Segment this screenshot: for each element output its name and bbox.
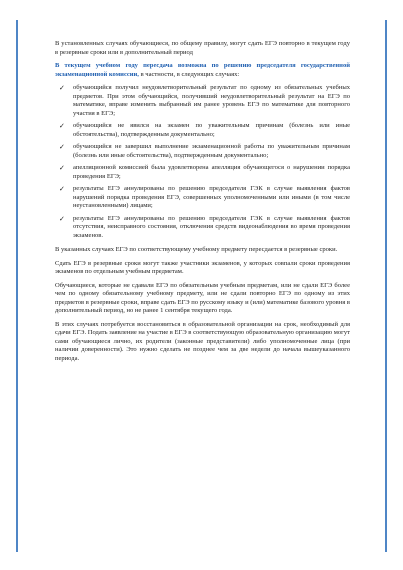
- checkmark-icon: ✓: [59, 214, 65, 223]
- checkmark-icon: ✓: [59, 122, 65, 130]
- paragraph-application: В этих случаях потребуется восстановиться в образовательной организации на срок, необходимый для сдачи ЕГЭ. Подать заявление на участие в ЕГЭ в соответствующую образовательную организацию могут сами обучающиеся лично, их родители (законные представители) либо уполномоченные лица (при наличии доверенности). Это нужно сделать не позднее чем за две недели до начала вышеуказанного периода.: [55, 320, 350, 362]
- checkmark-icon: ✓: [59, 164, 65, 172]
- paragraph-overlapping-exams: Сдать ЕГЭ в резервные сроки могут также участники экзаменов, у которых совпали сроки проведения экзаменов по отдельным учебным предметам.: [55, 259, 350, 275]
- list-item-text: обучающийся не явился на экзамен по уважительным причинам (болезнь или иные обстоятельства), подтвержденным документально;: [73, 122, 350, 138]
- checkmark-icon: ✓: [59, 185, 65, 193]
- checkmark-icon: ✓: [59, 84, 65, 92]
- list-item: [55, 164, 350, 181]
- checkmark-icon: ✓: [59, 143, 65, 151]
- list-item-text: апелляционной комиссией была удовлетворена апелляция обучающегося о нарушении порядка проведения ЕГЭ;: [73, 164, 350, 180]
- list-item: [55, 84, 350, 118]
- list-item: [55, 143, 350, 160]
- document-body: [55, 40, 350, 368]
- list-item: [55, 122, 350, 139]
- highlighted-statement: В текущем учебном году пересдача возможна по решению председателя государственной экзаменационной комиссии,: [55, 62, 350, 78]
- list-item-text: обучающийся получил неудовлетворительный результат по одному из обязательных учебных предметов. При этом обучающийся, получивший неудовлетворительный результат на ЕГЭ по математике, вправе изменить выбранный им ранее уровень ЕГЭ по математике для повторного участия в ЕГЭ;: [73, 84, 350, 117]
- paragraph-intro: В установленных случаях обучающиеся, по общему правилу, могут сдать ЕГЭ повторно в текущем году в резервные сроки или в дополнительный период: [55, 40, 350, 56]
- list-item-text: результаты ЕГЭ аннулированы по решению председателя ГЭК в случае выявления фактов нарушений порядка проведения ЕГЭ, совершенных уполномоченными или иными (в том числе неустановленными) лицами;: [73, 185, 350, 209]
- conditions-list: [55, 84, 350, 240]
- paragraph-reserve-dates: В указанных случаях ЕГЭ по соответствующему учебному предмету пересдается в резервные сроки.: [55, 246, 338, 253]
- paragraph-retake-conditions: [55, 62, 350, 79]
- list-item-text: обучающийся не завершил выполнение экзаменационной работы по уважительным причинам (болезнь или иные обстоятельства), подтвержденным документально;: [73, 143, 350, 159]
- paragraph-retake-tail: в частности, в следующих случаях:: [138, 70, 240, 78]
- paragraph-additional-period: Обучающиеся, которые не сдавали ЕГЭ по обязательным учебным предметам, или не сдали ЕГЭ более чем по одному обязательному учебному предмету, или не сдали повторно ЕГЭ по одному из этих предметов в резервные сроки, вправе сдать ЕГЭ по русскому языку и (или) математике базового уровня в дополнительный период, но не ранее 1 сентября текущего года.: [55, 281, 350, 314]
- list-item: [55, 215, 350, 241]
- list-item: [55, 185, 350, 211]
- list-item-text: результаты ЕГЭ аннулированы по решению председателя ГЭК в случае выявления фактов отсутствия, неисправного состояния, отключения средств видеонаблюдения во время проведения экзаменов.: [73, 214, 350, 239]
